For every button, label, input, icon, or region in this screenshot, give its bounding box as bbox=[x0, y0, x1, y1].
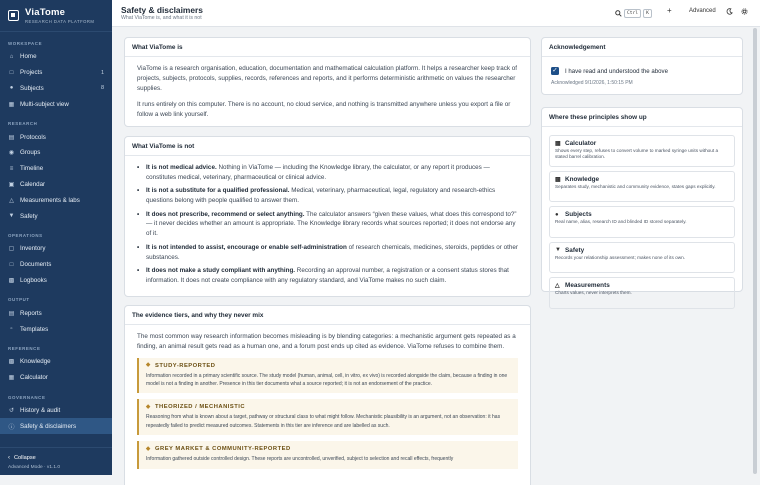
what-is-paragraph-2: It runs entirely on this computer. There is no account, no cloud service, and nothing is transmitted anywhere unless you export a file or follow a web link yourself. bbox=[137, 101, 511, 119]
scrollbar-thumb[interactable] bbox=[753, 28, 757, 474]
card-title bbox=[555, 282, 729, 289]
what-is-paragraph-1: ViaTome is a research organisation, education, documentation and mathematical calculation platform. It helps a researcher keep track of projects, subjects, protocols, supplies, records, references and reports, and it performs deterministic arithmetic on values the researcher supplies. bbox=[137, 65, 518, 92]
sidebar-item-knowledge[interactable] bbox=[0, 354, 112, 370]
tier-theorized-mechanistic bbox=[137, 399, 518, 435]
clipboard-icon: ▤ bbox=[8, 134, 15, 141]
card-description: Separates study, mechanistic and community evidence, states gaps explicitly. bbox=[555, 183, 716, 189]
list-item-bold: It is not a substitute for a qualified professional. bbox=[146, 187, 290, 195]
book-open-icon: ▩ bbox=[8, 359, 15, 366]
sidebar-item-label: Calendar bbox=[20, 180, 46, 188]
tier-grey-market bbox=[137, 441, 518, 468]
list-item-bold: It is not medical advice. bbox=[146, 163, 217, 171]
evidence-heading: The evidence tiers, and why they never mix bbox=[125, 306, 530, 325]
subjects-count: 8 bbox=[100, 85, 104, 92]
nav-section-label: GOVERNANCE bbox=[8, 394, 46, 400]
tier-study-reported bbox=[137, 358, 518, 394]
nav-section-reference bbox=[0, 346, 112, 386]
list-item-bold: It does not make a study compliant with anything. bbox=[146, 267, 296, 275]
gear-icon bbox=[741, 8, 748, 15]
info-icon: ⓘ bbox=[8, 424, 15, 431]
card-title-text: Knowledge bbox=[565, 175, 600, 183]
chevron-left-icon: ‹ bbox=[8, 454, 10, 461]
acknowledgement-row bbox=[542, 57, 742, 75]
what-is-not-list bbox=[125, 156, 530, 286]
what-is-heading: What ViaTome is bbox=[125, 38, 530, 57]
acknowledgement-label[interactable]: I have read and understood the above bbox=[565, 67, 668, 75]
main-scrollbar[interactable] bbox=[752, 28, 758, 475]
sidebar-item-label: Knowledge bbox=[20, 358, 51, 366]
list-item-bold: It is not intended to assist, encourage or enable self-administration bbox=[146, 243, 347, 251]
nav-section-workspace bbox=[0, 41, 112, 112]
app-name: ViaTome bbox=[25, 7, 66, 18]
what-is-panel bbox=[124, 37, 531, 127]
brand[interactable] bbox=[0, 0, 112, 32]
principle-card-subjects[interactable] bbox=[549, 206, 735, 238]
book-icon: ▩ bbox=[8, 277, 15, 284]
card-title bbox=[555, 211, 729, 218]
flask-icon: △ bbox=[9, 197, 14, 204]
list-item-bold: It does not prescribe, recommend or select anything. bbox=[146, 210, 305, 218]
acknowledgement-timestamp: Acknowledged 9/1/2026, 1:50:15 PM bbox=[551, 80, 633, 86]
sidebar-item-label: Multi-subject view bbox=[20, 100, 69, 108]
card-description: Real name, alias, research ID and blinded ID stored separately. bbox=[555, 219, 687, 224]
nav-section-output bbox=[0, 297, 112, 337]
sidebar-item-label: Calculator bbox=[20, 374, 48, 382]
sidebar-item-groups[interactable] bbox=[0, 145, 112, 161]
card-title bbox=[555, 247, 729, 254]
user-icon: ● bbox=[555, 211, 559, 218]
sidebar-item-subjects[interactable] bbox=[0, 81, 112, 97]
home-icon: ⌂ bbox=[9, 53, 14, 60]
advanced-mode-button[interactable]: Advanced bbox=[689, 8, 716, 14]
principle-card-knowledge[interactable] bbox=[549, 171, 735, 203]
users-icon: ◉ bbox=[8, 150, 15, 157]
folder-icon: □ bbox=[9, 69, 14, 76]
shortcut-key-ctrl: Ctrl bbox=[624, 9, 641, 18]
nav-section-research bbox=[0, 121, 112, 224]
sidebar bbox=[0, 0, 112, 475]
sidebar-item-label: Logbooks bbox=[20, 276, 47, 284]
list-item bbox=[137, 186, 520, 206]
app-mode-version: Advanced Mode · v1.1.0 bbox=[8, 465, 60, 470]
card-title-text: Safety bbox=[565, 246, 585, 254]
sidebar-item-label: Safety & disclaimers bbox=[20, 422, 77, 430]
app-subtitle: RESEARCH DATA PLATFORM bbox=[25, 19, 95, 24]
sidebar-item-label: Home bbox=[20, 53, 37, 61]
card-title bbox=[555, 140, 729, 147]
list-item bbox=[137, 210, 520, 239]
tier-description: Information gathered outside controlled design. These reports are uncontrolled, unverified, subject to selection and recall effects, frequently bbox=[146, 456, 454, 463]
nav-section-operations bbox=[0, 233, 112, 288]
list-item bbox=[137, 266, 520, 286]
what-is-body bbox=[125, 64, 530, 120]
list-item-text: Nothing in ViaTome — including the Knowledge library, the calculator, or any report it produces — constitutes medical, veterinary, pharmaceutical or clinical advice. bbox=[146, 163, 490, 181]
list-item bbox=[137, 243, 520, 263]
sidebar-item-label: Projects bbox=[20, 69, 43, 77]
tier-heading bbox=[146, 363, 512, 369]
acknowledgement-checkbox[interactable]: ✓ bbox=[552, 67, 558, 74]
nav-section-label: WORKSPACE bbox=[8, 41, 43, 46]
sidebar-item-multi-subject-view[interactable] bbox=[0, 96, 112, 112]
top-bar bbox=[112, 0, 760, 27]
grid-icon: ▦ bbox=[8, 101, 15, 108]
acknowledgement-panel bbox=[541, 37, 743, 95]
sidebar-item-label: Measurements & labs bbox=[20, 196, 80, 204]
what-is-not-heading: What ViaTome is not bbox=[125, 137, 530, 156]
page-subtitle: What ViaTome is, and what it is not bbox=[121, 15, 202, 21]
sidebar-footer bbox=[0, 447, 112, 475]
tier-name: STUDY-REPORTED bbox=[155, 362, 216, 369]
nav-section-label: OUTPUT bbox=[8, 297, 30, 303]
tier-description: Reasoning from what is known about a target, pathway or structural class to what might follow. Mechanistic plausibility is an argument, not an observation: it has repeatedly failed to predict measured outcomes. Statements in this tier are inference and are labelled as such. bbox=[146, 414, 501, 429]
sidebar-item-documents[interactable] bbox=[0, 257, 112, 273]
evidence-intro: The most common way research information becomes misleading is by blending categories: a mechanistic argument gets repeated as a finding, an animal result gets read as a human one, and a forum post ends up cited as evidence. ViaTome refuses to combine them. bbox=[137, 333, 516, 350]
evidence-panel bbox=[124, 305, 531, 485]
card-title-text: Subjects bbox=[565, 211, 592, 218]
list-item-text: The calculator answers “given these values, what does this correspond to?” — it never decides whether an amount is appropriate. The Knowledge library records what sources reported; it does not endorse any of it. bbox=[146, 210, 517, 238]
list-item-text: Recording an approval number, a registration or a consent status stores that information. It does not create compliance with any regulatory standard, and ViaTome makes no such claim. bbox=[146, 267, 509, 284]
theme-toggle-button[interactable] bbox=[726, 8, 733, 17]
principle-card-measurements[interactable] bbox=[549, 277, 735, 309]
sidebar-item-label: Groups bbox=[20, 149, 41, 157]
flask-icon: △ bbox=[555, 283, 560, 289]
timeline-icon: ≡ bbox=[9, 165, 14, 172]
sidebar-item-calendar[interactable] bbox=[0, 177, 112, 193]
sidebar-item-logbooks[interactable] bbox=[0, 273, 112, 289]
shortcut-key-k: K bbox=[643, 9, 652, 18]
settings-button[interactable] bbox=[741, 8, 748, 17]
list-item bbox=[137, 163, 520, 183]
sidebar-item-protocols[interactable] bbox=[0, 129, 112, 145]
principles-heading: Where these principles show up bbox=[542, 108, 742, 127]
card-title-text: Calculator bbox=[565, 140, 597, 147]
page-title: Safety & disclaimers bbox=[121, 5, 203, 15]
tier-name: THEORIZED / MECHANISTIC bbox=[155, 404, 246, 411]
shield-icon: ▼ bbox=[8, 213, 15, 220]
calculator-icon: ▦ bbox=[555, 141, 561, 147]
template-icon: ▫ bbox=[10, 326, 13, 333]
sidebar-item-projects[interactable] bbox=[0, 65, 112, 81]
search-icon bbox=[615, 10, 622, 17]
sidebar-item-label: Inventory bbox=[20, 245, 46, 253]
sidebar-item-label: Protocols bbox=[20, 133, 46, 141]
principle-card-safety[interactable] bbox=[549, 242, 735, 274]
card-description: Charts values, never interprets them. bbox=[555, 290, 632, 295]
document-icon: □ bbox=[9, 261, 14, 268]
diamond-icon: ◆ bbox=[146, 403, 151, 410]
sidebar-item-reports[interactable] bbox=[0, 305, 112, 321]
card-description: Shows every step, refuses to convert volume to marked syringe units without a stated barrel calibration. bbox=[555, 148, 719, 159]
collapse-label: Collapse bbox=[14, 454, 36, 461]
sidebar-item-home[interactable] bbox=[0, 49, 112, 65]
add-button[interactable]: + bbox=[667, 6, 672, 15]
sidebar-item-safety-disclaimers[interactable] bbox=[0, 418, 112, 434]
sidebar-item-label: History & audit bbox=[20, 406, 61, 414]
sidebar-item-label: Timeline bbox=[20, 165, 44, 173]
moon-icon bbox=[726, 8, 733, 15]
search-button[interactable] bbox=[615, 9, 652, 18]
tier-description: Information recorded in a primary scientific source. The study model (human, animal, cell, in vitro, ex vivo) is recorded alongside the claim, because a finding in one model is not a finding in another. Presence in this tier documents what a source reported; it is not an endorsement of the practice. bbox=[146, 372, 508, 387]
diamond-icon: ◆ bbox=[146, 445, 151, 452]
sidebar-item-label: Subjects bbox=[20, 84, 44, 92]
sidebar-item-measurements-labs[interactable] bbox=[0, 192, 112, 208]
sidebar-item-timeline[interactable] bbox=[0, 161, 112, 177]
nav-section-label: RESEARCH bbox=[8, 121, 38, 127]
principle-card-calculator[interactable] bbox=[549, 135, 735, 167]
acknowledgement-heading: Acknowledgement bbox=[542, 38, 742, 57]
card-description: Records your relationship assessment; makes none of its own. bbox=[555, 254, 686, 260]
sidebar-item-label: Safety bbox=[20, 212, 38, 220]
diamond-icon: ◆ bbox=[146, 362, 151, 369]
viatome-logo-icon bbox=[8, 10, 19, 21]
user-icon: ● bbox=[9, 85, 14, 92]
nav-section-governance bbox=[0, 395, 112, 435]
tier-heading bbox=[146, 446, 512, 452]
calendar-icon: ▣ bbox=[8, 181, 15, 188]
sidebar-item-label: Templates bbox=[20, 325, 49, 333]
report-icon: ▤ bbox=[8, 310, 15, 317]
evidence-intro-body bbox=[125, 332, 530, 352]
tier-heading bbox=[146, 404, 512, 410]
shield-icon: ▼ bbox=[555, 247, 561, 253]
list-item-text: Medical, veterinary, pharmaceutical, legal, regulatory and research-ethics questions belong with people qualified to answer them. bbox=[146, 187, 496, 204]
box-icon: ▢ bbox=[8, 246, 15, 253]
history-icon: ↺ bbox=[8, 407, 15, 414]
sidebar-item-history-audit[interactable] bbox=[0, 403, 112, 419]
nav-section-label: REFERENCE bbox=[8, 345, 41, 351]
card-title-text: Measurements bbox=[565, 282, 610, 289]
collapse-button[interactable] bbox=[8, 452, 104, 463]
sidebar-item-calculator[interactable] bbox=[0, 370, 112, 386]
what-is-not-panel bbox=[124, 136, 531, 297]
tier-name: GREY MARKET & COMMUNITY-REPORTED bbox=[155, 446, 291, 453]
card-title bbox=[555, 176, 729, 183]
projects-count: 1 bbox=[100, 69, 104, 76]
list-item-text: of research chemicals, medicines, steroids, peptides or other substances. bbox=[146, 243, 518, 261]
calculator-icon: ▦ bbox=[8, 375, 15, 382]
principles-panel bbox=[541, 107, 743, 295]
book-open-icon: ▩ bbox=[555, 176, 561, 183]
sidebar-item-label: Documents bbox=[20, 261, 52, 269]
nav-section-label: OPERATIONS bbox=[8, 232, 43, 238]
sidebar-item-safety[interactable] bbox=[0, 208, 112, 224]
sidebar-item-templates[interactable] bbox=[0, 321, 112, 337]
sidebar-item-inventory[interactable] bbox=[0, 241, 112, 257]
sidebar-item-label: Reports bbox=[20, 309, 42, 317]
